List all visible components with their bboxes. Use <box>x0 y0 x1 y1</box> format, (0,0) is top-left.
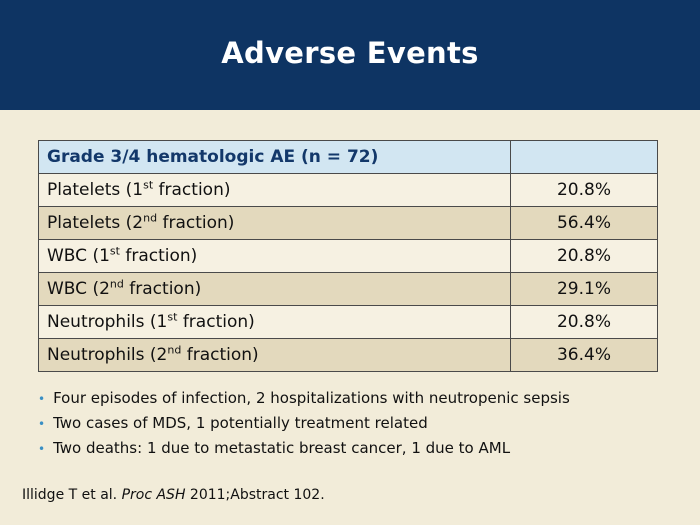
row-ordinal-suffix: st <box>167 310 178 324</box>
row-ordinal: 1 <box>99 246 110 266</box>
row-label <box>39 207 511 240</box>
bullet-icon: • <box>38 442 46 456</box>
row-value: 56.4% <box>511 207 658 240</box>
table-row <box>39 207 658 240</box>
row-label-text: WBC ( <box>47 246 100 266</box>
citation-details: 2011;Abstract 102. <box>185 487 325 503</box>
table-header-value <box>511 141 658 174</box>
row-label-text: Neutrophils ( <box>47 312 157 332</box>
row-label-suffix: fraction) <box>177 312 255 332</box>
row-ordinal: 1 <box>132 180 144 200</box>
row-label <box>39 306 511 339</box>
row-label-text: Platelets ( <box>47 213 133 233</box>
row-label-text: Neutrophils ( <box>47 345 157 365</box>
row-value: 36.4% <box>511 339 658 372</box>
row-label <box>39 174 511 207</box>
table-row <box>39 306 658 339</box>
row-label <box>39 273 511 306</box>
row-value: 20.8% <box>511 306 658 339</box>
row-ordinal-suffix: nd <box>143 211 158 225</box>
row-label <box>39 240 511 273</box>
citation <box>22 487 325 503</box>
row-ordinal-suffix: nd <box>109 277 124 291</box>
table-row <box>39 240 658 273</box>
bullet-text: Two cases of MDS, 1 potentially treatment related <box>53 414 428 432</box>
row-ordinal: 2 <box>132 213 144 233</box>
row-label-suffix: fraction) <box>123 279 202 299</box>
list-item <box>38 436 678 461</box>
row-label-suffix: fraction) <box>157 213 235 233</box>
row-value: 29.1% <box>511 273 658 306</box>
bullet-text: Four episodes of infection, 2 hospitalizations with neutropenic sepsis <box>53 389 570 407</box>
row-value: 20.8% <box>511 240 658 273</box>
row-value: 20.8% <box>511 174 658 207</box>
citation-journal: Proc ASH <box>121 487 186 503</box>
row-ordinal: 1 <box>156 312 168 332</box>
row-label-text: Platelets ( <box>47 180 133 200</box>
list-item <box>38 386 678 411</box>
row-label-suffix: fraction) <box>181 345 259 365</box>
table-row <box>39 174 658 207</box>
row-label-text: WBC ( <box>47 279 100 299</box>
row-ordinal-suffix: st <box>143 178 154 192</box>
table-header-row <box>39 141 658 174</box>
bullet-icon: • <box>38 417 46 431</box>
bullet-list <box>38 386 678 461</box>
table-row <box>39 273 658 306</box>
bullet-icon: • <box>38 392 46 406</box>
row-ordinal-suffix: st <box>109 244 120 258</box>
slide-title: Adverse Events <box>221 36 479 70</box>
table-header-label: Grade 3/4 hematologic AE (n = 72) <box>39 141 511 174</box>
row-label-suffix: fraction) <box>119 246 198 266</box>
row-label-suffix: fraction) <box>153 180 231 200</box>
row-ordinal-suffix: nd <box>167 343 182 357</box>
row-ordinal: 2 <box>156 345 168 365</box>
bullet-text: Two deaths: 1 due to metastatic breast cancer, 1 due to AML <box>53 439 511 457</box>
citation-authors: Illidge T et al. <box>22 487 122 503</box>
table-row <box>39 339 658 372</box>
row-label <box>39 339 511 372</box>
row-ordinal: 2 <box>99 279 110 299</box>
list-item <box>38 411 678 436</box>
title-banner <box>0 0 700 110</box>
adverse-events-table <box>38 140 658 372</box>
